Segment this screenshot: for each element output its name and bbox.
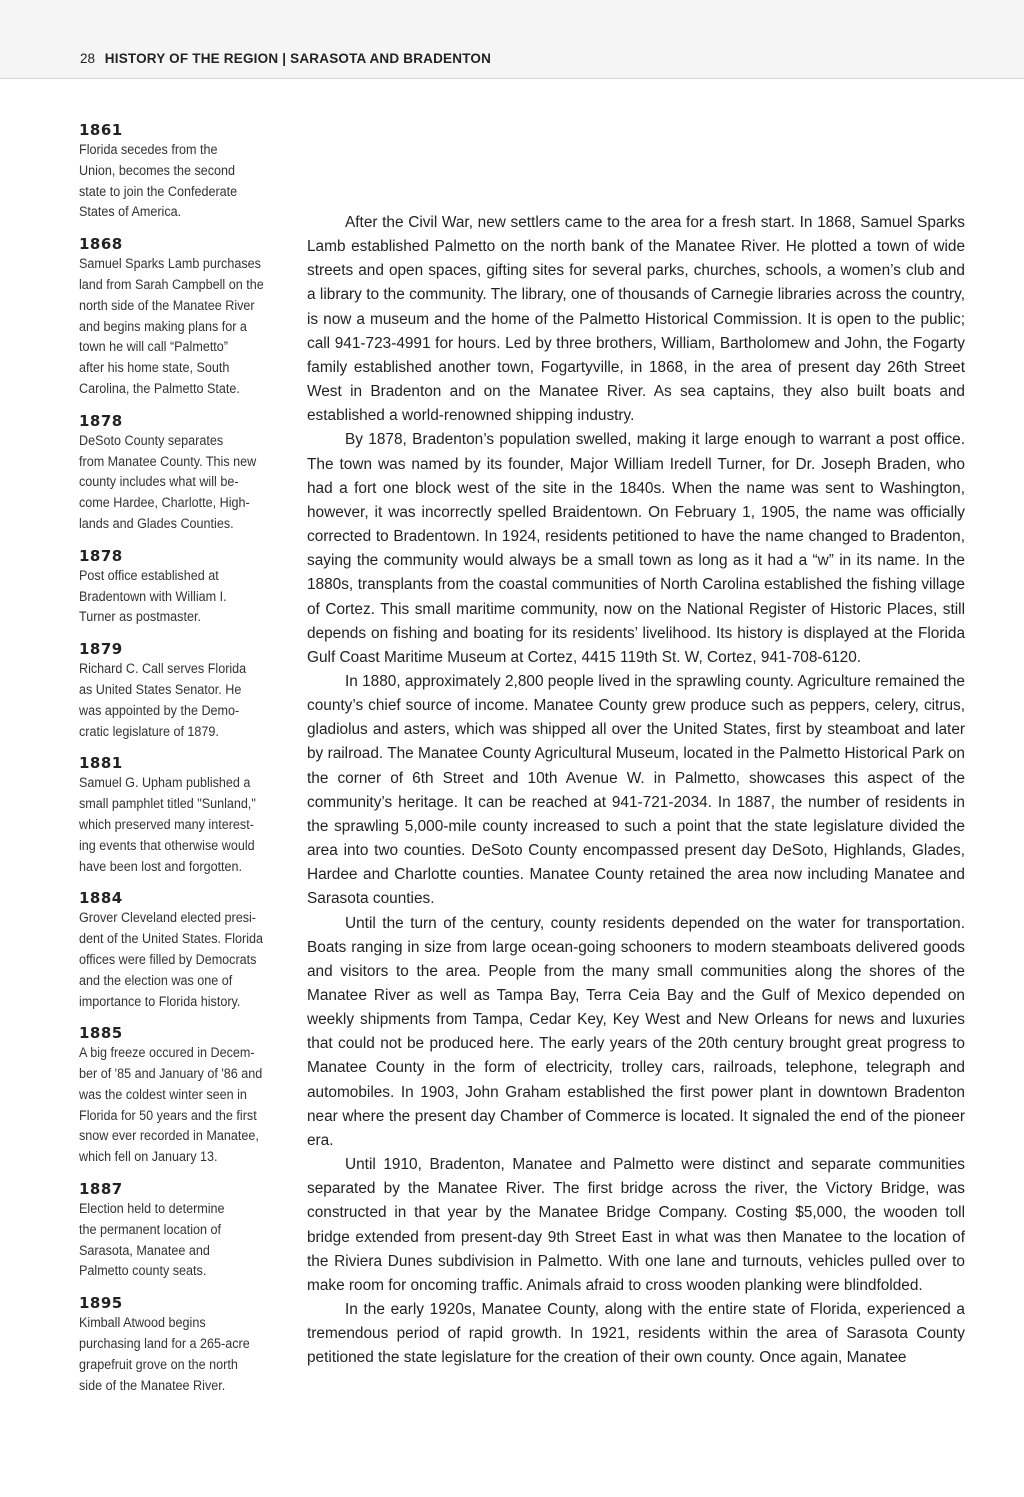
timeline-entry [79, 1293, 284, 1396]
timeline-entry [79, 888, 284, 1012]
timeline-entry [79, 753, 284, 877]
timeline-year: 1878 [79, 546, 123, 565]
running-title: HISTORY OF THE REGION | SARASOTA AND BRADENTON [104, 51, 492, 66]
timeline-entry [79, 411, 284, 535]
body-paragraph: Until the turn of the century, county residents depended on the water for transportation. Boats ranging in size from large ocean-going schooners to modern steamboats delivered goods and visitors to the area. People from the many small communities along the shores of the Manatee River as well as Tampa Bay, Terra Ceia Bay and the Gulf of Mexico depended on weekly shipments from Tampa, Cedar Key, Key West and New Orleans for news and luxuries that could not be produced here. The early years of the 20th century brought great progress to Manatee County in the form of electricity, trolley cars, railroads, telephone, telegraph and automobiles. In 1903, John Graham established the first power plant in downtown Bradenton near where the present day Chamber of Commerce is located. It signaled the end of the pioneer era. [307, 914, 965, 1149]
timeline-year: 1861 [79, 121, 123, 139]
article-body [307, 211, 965, 1371]
timeline-text: A big freeze occured in Decem- ber of '85 and January of '86 and was the coldest winter seen in Florida for 50 years and the first snow ever recorded in Manatee, which fell on January 13. [79, 1045, 263, 1165]
timeline-text: Kimball Atwood begins purchasing land for a 265-acre grapefruit grove on the north side of the Manatee River. [79, 1315, 250, 1393]
timeline-year: 1884 [79, 889, 123, 908]
timeline-entry [79, 639, 284, 742]
body-paragraph: By 1878, Bradenton’s population swelled, making it large enough to warrant a post office. The town was named by its founder, Major William Iredell Turner, for Dr. Joseph Braden, who had a fort one block west of the site in the 1840s. When the name was sent to Washington, however, it was incorrectly spelled Braidentown. On February 1, 1905, the name was officially corrected to Bradentown. In 1924, residents petitioned to have the name changed to Bradenton, saying the community would always be a small town as long as it had a “w” in its name. In the 1880s, transplants from the coastal communities of North Carolina established the fishing village of Cortez. This small maritime community, now on the National Register of Historic Places, still depends on fishing and boating for its residents’ livelihood. Its history is displayed at the Florida Gulf Coast Maritime Museum at Cortez, 4415 119th St. W, Cortez, 941-708-6120. [307, 431, 965, 666]
page-header [0, 0, 1024, 79]
running-header [80, 51, 491, 66]
timeline-entry [79, 120, 284, 223]
timeline-year: 1881 [79, 754, 123, 773]
timeline-year: 1885 [79, 1024, 123, 1043]
timeline-sidebar [79, 120, 284, 1407]
body-paragraph: After the Civil War, new settlers came to the area for a fresh start. In 1868, Samuel Sparks Lamb established Palmetto on the north bank of the Manatee River. He plotted a town of wide streets and open spaces, gifting sites for several parks, churches, schools, a women’s club and a library to the community. The library, one of thousands of Carnegie libraries across the country, is now a museum and the home of the Palmetto Historical Commission. It is open to the public; call 941-723-4991 for hours. Led by three brothers, William, Bartholomew and John, the Fogarty family established another town, Fogartyville, in 1868, in the area of present day 26th Street West in Bradenton and on the Manatee River. As sea captains, they also built boats and established a world-renowned shipping industry. [307, 214, 965, 425]
body-paragraph: In 1880, approximately 2,800 people lived in the sprawling county. Agriculture remained the county’s chief source of income. Manatee County grew produce such as peppers, celery, citrus, gladiolus and asters, which was shipped all over the United States, first by steamboat and later by railroad. The Manatee County Agricultural Museum, located in the Palmetto Historical Park on the corner of 6th Street and 10th Avenue W. in Palmetto, showcases this aspect of the community’s heritage. It can be reached at 941-721-2034. In 1887, the number of residents in the sprawling 5,000-mile county increased to such a point that the state legislature divided the area into two counties. DeSoto County encompassed present day DeSoto, Highlands, Glades, Hardee and Charlotte counties. Manatee County retained the area now including Manatee and Sarasota counties. [307, 672, 965, 908]
timeline-text: Richard C. Call serves Florida as United States Senator. He was appointed by the Demo- cratic legislature of 1879. [79, 661, 247, 739]
timeline-text: Election held to determine the permanent location of Sarasota, Manatee and Palmetto county seats. [79, 1201, 225, 1279]
body-paragraph: In the early 1920s, Manatee County, along with the entire state of Florida, experienced a tremendous period of rapid growth. In 1921, residents within the area of Sarasota County petitioned the state legislature for the creation of their own county. Once again, Manatee [307, 1301, 965, 1367]
timeline-year: 1879 [79, 640, 123, 659]
timeline-year: 1887 [79, 1180, 123, 1199]
timeline-entry [79, 1023, 284, 1168]
page-number: 28 [80, 51, 96, 66]
timeline-entry [79, 234, 284, 400]
body-paragraph: Until 1910, Bradenton, Manatee and Palmetto were distinct and separate communities separated by the Manatee River. The first bridge across the river, the Victory Bridge, was constructed in that year by the Manatee Bridge Company. Costing $5,000, the wooden toll bridge extended from present-day 9th Street East in what was then Manatee to the location of the Riviera Dunes subdivision in Palmetto. With one lane and turnouts, vehicles pulled over to make room for oncoming traffic. Animals afraid to cross wooden planking were blindfolded. [307, 1156, 965, 1294]
timeline-text: DeSoto County separates from Manatee County. This new county includes what will be- come Hardee, Charlotte, High- lands and Glades Counties. [79, 432, 257, 531]
timeline-entry [79, 1179, 284, 1282]
timeline-year: 1868 [79, 235, 123, 254]
timeline-year: 1895 [79, 1294, 123, 1313]
timeline-text: Florida secedes from the Union, becomes the second state to join the Confederate States of America. [79, 142, 238, 220]
timeline-year: 1878 [79, 411, 123, 430]
timeline-text: Samuel Sparks Lamb purchases land from Sarah Campbell on the north side of the Manatee River and begins making plans for a town he will call “Palmetto” after his home state, South Carolina, the Palmetto State. [79, 256, 264, 396]
timeline-text: Post office established at Bradentown with William I. Turner as postmaster. [79, 567, 227, 625]
timeline-text: Grover Cleveland elected presi- dent of the United States. Florida offices were filled by Democrats and the election was one of importance to Florida history. [79, 910, 264, 1009]
timeline-entry [79, 546, 284, 628]
timeline-text: Samuel G. Upham published a small pamphlet titled "Sunland," which preserved many interest- ing events that otherwise would have been lost and forgotten. [79, 775, 256, 874]
